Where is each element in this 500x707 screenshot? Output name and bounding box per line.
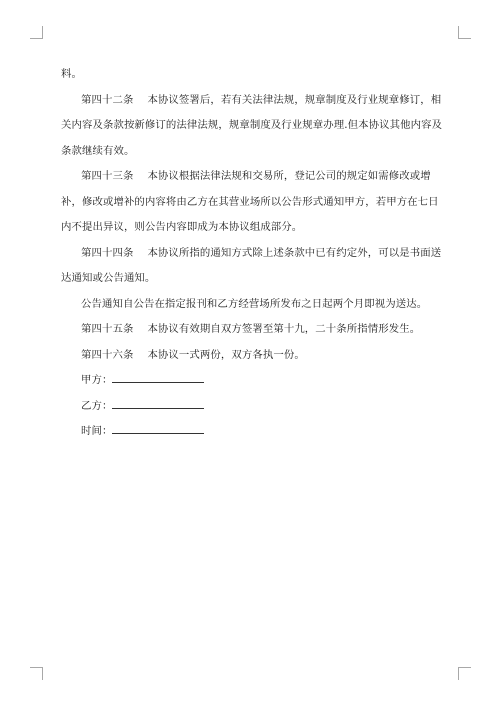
- article-45-body: 本协议有效期自双方签署至第十九，二十条所指情形发生。: [147, 323, 421, 335]
- date-signature-line[interactable]: [112, 424, 204, 434]
- party-b-signature-line[interactable]: [112, 399, 204, 409]
- article-44-body: 本协议所指的通知方式除上述条款中已有约定外，可以是书面送达通知或公告通知。: [61, 246, 442, 284]
- signature-date: [61, 419, 444, 445]
- crop-mark-top-right: [458, 26, 471, 39]
- article-46-label: 第四十六条: [81, 348, 134, 361]
- article-42: [61, 88, 444, 165]
- paragraph-continuation: 料。: [61, 68, 82, 80]
- date-label: 时间：: [81, 425, 113, 437]
- notice-paragraph: 公告通知自公告在指定报刊和乙方经营场所发布之日起两个月即视为送达。: [81, 297, 428, 310]
- article-43: [61, 164, 444, 241]
- signature-party-a: [61, 368, 444, 394]
- crop-mark-bottom-left: [30, 667, 43, 680]
- article-46-body: 本协议一式两份，双方各执一份。: [147, 348, 305, 361]
- article-45: [61, 317, 444, 343]
- document-body: [61, 62, 444, 445]
- article-42-body: 本协议签署后，若有关法律法规，规章制度及行业规章修订，相关内容及条款按新修订的法律法规，规章制度及行业规章办理.但本协议其他内容及条款继续有效。: [61, 93, 443, 157]
- party-a-signature-line[interactable]: [112, 373, 204, 383]
- article-43-body: 本协议根据法律法规和交易所，登记公司的规定如需修改或增补，修改或增补的内容将由乙方在其营业场所以公告形式通知甲方，若甲方在七日内不提出异议，则公告内容即成为本协议组成部分。: [61, 170, 439, 233]
- signature-party-b: [61, 394, 444, 420]
- party-a-label: 甲方：: [81, 374, 113, 386]
- article-44-label: 第四十四条: [81, 246, 134, 259]
- article-43-label: 第四十三条: [81, 170, 134, 182]
- article-45-label: 第四十五条: [81, 323, 134, 335]
- article-46: [61, 343, 444, 369]
- party-b-label: 乙方：: [81, 399, 113, 412]
- article-44: [61, 241, 444, 292]
- article-42-label: 第四十二条: [81, 93, 134, 106]
- crop-mark-bottom-right: [458, 667, 471, 680]
- crop-mark-top-left: [30, 26, 43, 39]
